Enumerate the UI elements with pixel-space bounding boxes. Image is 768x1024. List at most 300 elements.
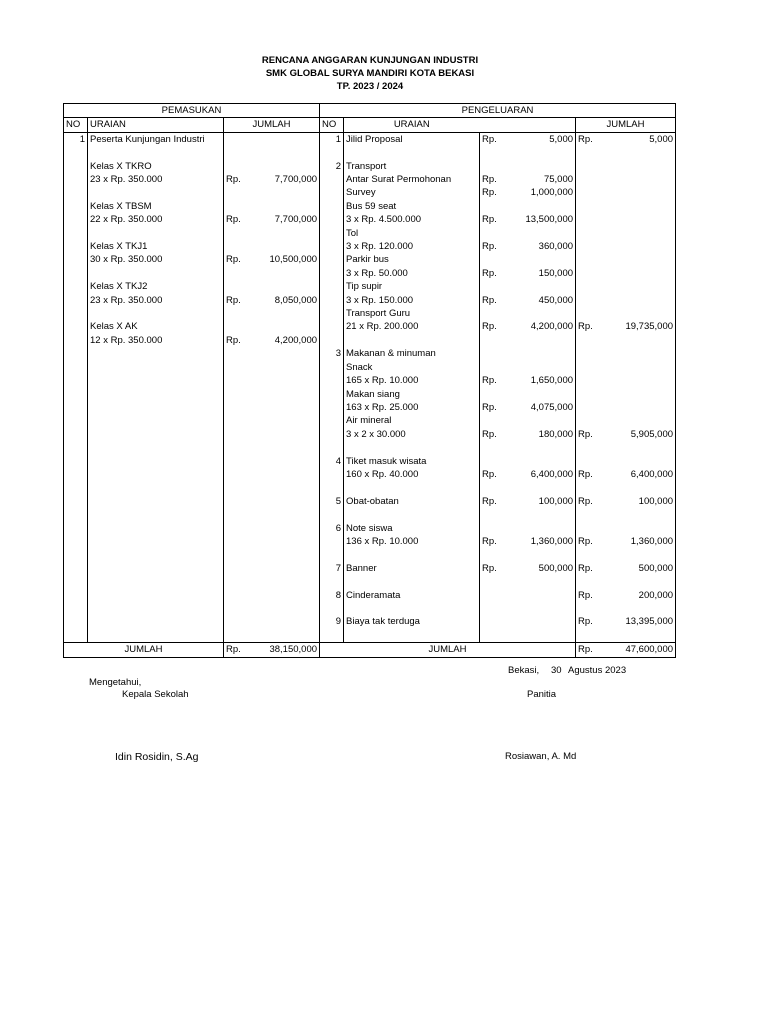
left-no-cell xyxy=(64,173,88,186)
right-uraian-cell: Antar Surat Permohonan xyxy=(344,173,480,186)
right-uraian-cell: Obat-obatan xyxy=(344,495,480,508)
right-jumlah-cell xyxy=(576,132,676,146)
left-uraian-cell: 23 x Rp. 350.000 xyxy=(88,294,224,307)
left-uraian-cell xyxy=(88,307,224,320)
total-cell-right xyxy=(576,643,676,657)
right-sub-cell xyxy=(480,132,576,146)
total-currency-left: Rp. xyxy=(226,644,241,656)
right-no-cell xyxy=(320,535,344,548)
left-uraian-cell xyxy=(88,589,224,602)
left-uraian-cell xyxy=(88,575,224,588)
right-no-cell: 7 xyxy=(320,562,344,575)
right-jumlah-cell xyxy=(576,186,676,199)
right-no-cell xyxy=(320,548,344,561)
right-no-cell xyxy=(320,414,344,427)
totals-row xyxy=(64,643,676,657)
left-no-cell xyxy=(64,535,88,548)
currency-label: Rp. xyxy=(482,428,497,440)
right-uraian-cell xyxy=(344,334,480,347)
left-jumlah-cell xyxy=(224,495,320,508)
right-sub-cell xyxy=(480,280,576,293)
right-no-cell xyxy=(320,401,344,414)
currency-label: Rp. xyxy=(578,468,593,480)
right-jumlah-cell xyxy=(576,414,676,427)
budget-row xyxy=(64,307,676,320)
right-jumlah-cell xyxy=(576,267,676,280)
left-no-cell xyxy=(64,562,88,575)
amount-value: 1,000,000 xyxy=(530,187,574,199)
left-uraian-cell xyxy=(88,615,224,628)
right-sub-cell xyxy=(480,575,576,588)
currency-label: Rp. xyxy=(226,214,241,226)
pemasukan-header: PEMASUKAN xyxy=(64,104,320,118)
left-uraian-cell xyxy=(88,428,224,441)
right-uraian-cell: 165 x Rp. 10.000 xyxy=(344,374,480,387)
amount-value: 8,050,000 xyxy=(274,294,318,306)
right-no-cell xyxy=(320,253,344,266)
left-jumlah-cell xyxy=(224,320,320,333)
right-no-cell xyxy=(320,320,344,333)
left-no-cell xyxy=(64,548,88,561)
right-uraian-cell: Makanan & minuman xyxy=(344,347,480,360)
right-no-cell xyxy=(320,575,344,588)
right-sub-cell xyxy=(480,173,576,186)
right-uraian-cell: 3 x Rp. 150.000 xyxy=(344,294,480,307)
currency-label: Rp. xyxy=(578,428,593,440)
budget-row xyxy=(64,575,676,588)
amount-value: 19,735,000 xyxy=(625,321,674,333)
right-sub-cell xyxy=(480,200,576,213)
right-no-cell xyxy=(320,508,344,521)
left-no-cell xyxy=(64,267,88,280)
right-no-cell xyxy=(320,481,344,494)
amount-value: 75,000 xyxy=(543,174,574,186)
right-no-cell xyxy=(320,213,344,226)
date-day: 30 xyxy=(551,665,562,676)
budget-row xyxy=(64,320,676,333)
left-jumlah-cell xyxy=(224,160,320,173)
right-sub-cell xyxy=(480,562,576,575)
budget-row xyxy=(64,495,676,508)
amount-value: 6,400,000 xyxy=(630,468,674,480)
right-uraian-cell: 160 x Rp. 40.000 xyxy=(344,468,480,481)
right-no-cell: 2 xyxy=(320,160,344,173)
right-uraian-cell: Tiket masuk wisata xyxy=(344,455,480,468)
total-label-left: JUMLAH xyxy=(64,643,224,657)
right-uraian-cell: Parkir bus xyxy=(344,253,480,266)
budget-row xyxy=(64,508,676,521)
left-uraian-cell xyxy=(88,441,224,454)
left-no-cell xyxy=(64,522,88,535)
currency-label: Rp. xyxy=(482,321,497,333)
right-no-cell xyxy=(320,307,344,320)
amount-value: 200,000 xyxy=(638,589,674,601)
right-no-cell xyxy=(320,227,344,240)
right-uraian-cell: Cinderamata xyxy=(344,589,480,602)
left-no-cell xyxy=(64,575,88,588)
left-jumlah-cell xyxy=(224,388,320,401)
amount-value: 1,650,000 xyxy=(530,375,574,387)
right-jumlah-cell xyxy=(576,280,676,293)
amount-value: 500,000 xyxy=(638,562,674,574)
left-no-cell xyxy=(64,240,88,253)
right-no-cell xyxy=(320,388,344,401)
currency-label: Rp. xyxy=(226,174,241,186)
right-no-cell xyxy=(320,280,344,293)
right-jumlah-cell xyxy=(576,495,676,508)
left-no-cell xyxy=(64,428,88,441)
currency-label: Rp. xyxy=(482,468,497,480)
left-no-cell xyxy=(64,334,88,347)
right-uraian-cell: Tip supir xyxy=(344,280,480,293)
right-uraian-cell xyxy=(344,441,480,454)
right-jumlah-cell xyxy=(576,347,676,360)
left-uraian-cell xyxy=(88,388,224,401)
budget-row xyxy=(64,522,676,535)
currency-label: Rp. xyxy=(578,321,593,333)
budget-row xyxy=(64,468,676,481)
right-uraian-cell: 3 x Rp. 50.000 xyxy=(344,267,480,280)
right-no-cell xyxy=(320,200,344,213)
budget-row xyxy=(64,280,676,293)
left-uraian-cell xyxy=(88,374,224,387)
kepala-sekolah-label: Kepala Sekolah xyxy=(122,689,189,700)
right-uraian-cell: Transport xyxy=(344,160,480,173)
left-jumlah-cell xyxy=(224,132,320,146)
budget-row xyxy=(64,401,676,414)
right-jumlah-cell xyxy=(576,294,676,307)
right-no-cell xyxy=(320,240,344,253)
left-jumlah-cell xyxy=(224,522,320,535)
right-no-cell xyxy=(320,441,344,454)
budget-row xyxy=(64,562,676,575)
right-uraian-cell: Makan siang xyxy=(344,388,480,401)
currency-label: Rp. xyxy=(578,535,593,547)
left-jumlah-cell xyxy=(224,186,320,199)
currency-label: Rp. xyxy=(482,562,497,574)
right-jumlah-cell xyxy=(576,548,676,561)
left-no-cell xyxy=(64,455,88,468)
left-jumlah-cell xyxy=(224,629,320,643)
amount-value: 150,000 xyxy=(538,267,574,279)
amount-value: 100,000 xyxy=(638,495,674,507)
left-no-cell xyxy=(64,200,88,213)
budget-table xyxy=(63,103,676,658)
left-no-cell xyxy=(64,468,88,481)
budget-row xyxy=(64,186,676,199)
currency-label: Rp. xyxy=(578,133,593,145)
right-jumlah-cell xyxy=(576,575,676,588)
left-jumlah-cell xyxy=(224,428,320,441)
left-jumlah-cell xyxy=(224,240,320,253)
left-no-cell xyxy=(64,320,88,333)
right-uraian-cell: Note siswa xyxy=(344,522,480,535)
pengeluaran-header: PENGELUARAN xyxy=(320,104,676,118)
currency-label: Rp. xyxy=(482,375,497,387)
left-uraian-cell xyxy=(88,495,224,508)
left-jumlah-cell xyxy=(224,441,320,454)
left-uraian-cell xyxy=(88,562,224,575)
amount-value: 450,000 xyxy=(538,294,574,306)
left-jumlah-cell xyxy=(224,401,320,414)
right-sub-cell xyxy=(480,361,576,374)
left-jumlah-cell xyxy=(224,347,320,360)
left-no-cell xyxy=(64,388,88,401)
right-jumlah-cell xyxy=(576,589,676,602)
right-no-cell: 9 xyxy=(320,615,344,628)
left-jumlah-cell xyxy=(224,468,320,481)
col-uraian-left: URAIAN xyxy=(88,118,224,132)
right-sub-cell xyxy=(480,374,576,387)
signatory-left: Idin Rosidin, S.Ag xyxy=(115,751,199,763)
left-no-cell: 1 xyxy=(64,132,88,146)
left-jumlah-cell xyxy=(224,253,320,266)
left-uraian-cell: 22 x Rp. 350.000 xyxy=(88,213,224,226)
right-no-cell xyxy=(320,267,344,280)
left-jumlah-cell xyxy=(224,361,320,374)
left-no-cell xyxy=(64,401,88,414)
right-no-cell xyxy=(320,374,344,387)
left-uraian-cell: Kelas X TKRO xyxy=(88,160,224,173)
right-jumlah-cell xyxy=(576,602,676,615)
budget-row xyxy=(64,173,676,186)
left-uraian-cell xyxy=(88,629,224,643)
left-uraian-cell xyxy=(88,535,224,548)
amount-value: 6,400,000 xyxy=(530,468,574,480)
left-jumlah-cell xyxy=(224,615,320,628)
right-no-cell xyxy=(320,146,344,159)
left-uraian-cell: 30 x Rp. 350.000 xyxy=(88,253,224,266)
right-no-cell: 1 xyxy=(320,132,344,146)
right-sub-cell xyxy=(480,334,576,347)
total-label-right: JUMLAH xyxy=(320,643,576,657)
budget-row xyxy=(64,388,676,401)
budget-row xyxy=(64,200,676,213)
left-no-cell xyxy=(64,280,88,293)
right-uraian-cell xyxy=(344,629,480,643)
doc-title-line1: RENCANA ANGGARAN KUNJUNGAN INDUSTRI xyxy=(261,55,479,66)
left-jumlah-cell xyxy=(224,267,320,280)
left-jumlah-cell xyxy=(224,589,320,602)
left-uraian-cell xyxy=(88,361,224,374)
right-jumlah-cell xyxy=(576,227,676,240)
mengetahui-label: Mengetahui, xyxy=(89,677,142,688)
left-jumlah-cell xyxy=(224,173,320,186)
left-uraian-cell xyxy=(88,455,224,468)
budget-row xyxy=(64,361,676,374)
currency-label: Rp. xyxy=(482,267,497,279)
budget-row xyxy=(64,240,676,253)
right-sub-cell xyxy=(480,294,576,307)
right-uraian-cell: 163 x Rp. 25.000 xyxy=(344,401,480,414)
date-month-year: Agustus 2023 xyxy=(568,665,627,676)
right-sub-cell xyxy=(480,481,576,494)
total-cell-left xyxy=(224,643,320,657)
left-uraian-cell xyxy=(88,548,224,561)
amount-value: 500,000 xyxy=(538,562,574,574)
col-no-right: NO xyxy=(320,118,344,132)
left-no-cell xyxy=(64,146,88,159)
amount-value: 100,000 xyxy=(538,495,574,507)
left-jumlah-cell xyxy=(224,535,320,548)
place-label: Bekasi, xyxy=(508,665,540,676)
right-jumlah-cell xyxy=(576,388,676,401)
budget-row xyxy=(64,132,676,146)
right-no-cell xyxy=(320,428,344,441)
left-no-cell xyxy=(64,414,88,427)
left-jumlah-cell xyxy=(224,508,320,521)
amount-value: 13,500,000 xyxy=(525,214,574,226)
left-no-cell xyxy=(64,227,88,240)
right-uraian-cell: 136 x Rp. 10.000 xyxy=(344,535,480,548)
left-jumlah-cell xyxy=(224,602,320,615)
right-jumlah-cell xyxy=(576,173,676,186)
currency-label: Rp. xyxy=(226,294,241,306)
left-no-cell xyxy=(64,294,88,307)
left-uraian-cell: Kelas X TBSM xyxy=(88,200,224,213)
signatory-right: Rosiawan, A. Md xyxy=(505,751,577,762)
right-uraian-cell: 3 x Rp. 4.500.000 xyxy=(344,213,480,226)
right-no-cell: 8 xyxy=(320,589,344,602)
left-jumlah-cell xyxy=(224,213,320,226)
left-jumlah-cell xyxy=(224,562,320,575)
right-uraian-cell: Air mineral xyxy=(344,414,480,427)
currency-label: Rp. xyxy=(482,401,497,413)
left-uraian-cell xyxy=(88,522,224,535)
left-uraian-cell: Kelas X AK xyxy=(88,320,224,333)
budget-row xyxy=(64,267,676,280)
col-no-left: NO xyxy=(64,118,88,132)
right-no-cell: 4 xyxy=(320,455,344,468)
left-no-cell xyxy=(64,253,88,266)
right-no-cell xyxy=(320,361,344,374)
budget-row xyxy=(64,428,676,441)
amount-value: 4,200,000 xyxy=(530,321,574,333)
doc-title-line2: SMK GLOBAL SURYA MANDIRI KOTA BEKASI xyxy=(265,68,475,79)
right-jumlah-cell xyxy=(576,253,676,266)
left-jumlah-cell xyxy=(224,334,320,347)
left-uraian-cell: 23 x Rp. 350.000 xyxy=(88,173,224,186)
left-uraian-cell xyxy=(88,267,224,280)
right-sub-cell xyxy=(480,615,576,628)
amount-value: 180,000 xyxy=(538,428,574,440)
col-uraian-right: URAIAN xyxy=(344,118,480,132)
right-jumlah-cell xyxy=(576,522,676,535)
amount-value: 4,200,000 xyxy=(274,334,318,346)
right-uraian-cell: 3 x Rp. 120.000 xyxy=(344,240,480,253)
right-no-cell: 6 xyxy=(320,522,344,535)
right-sub-cell xyxy=(480,468,576,481)
right-jumlah-cell xyxy=(576,401,676,414)
right-sub-cell xyxy=(480,213,576,226)
amount-value: 7,700,000 xyxy=(274,214,318,226)
right-sub-cell xyxy=(480,401,576,414)
amount-value: 5,000 xyxy=(649,133,674,145)
right-uraian-cell: 21 x Rp. 200.000 xyxy=(344,320,480,333)
currency-label: Rp. xyxy=(578,495,593,507)
right-jumlah-cell xyxy=(576,562,676,575)
currency-label: Rp. xyxy=(482,214,497,226)
amount-value: 5,000 xyxy=(549,133,574,145)
col-jumlah-left: JUMLAH xyxy=(224,118,320,132)
currency-label: Rp. xyxy=(482,187,497,199)
left-jumlah-cell xyxy=(224,548,320,561)
left-no-cell xyxy=(64,589,88,602)
right-sub-cell xyxy=(480,441,576,454)
right-uraian-cell xyxy=(344,481,480,494)
right-uraian-cell: Snack xyxy=(344,361,480,374)
left-uraian-cell xyxy=(88,227,224,240)
right-no-cell xyxy=(320,468,344,481)
right-uraian-cell: Bus 59 seat xyxy=(344,200,480,213)
right-jumlah-cell xyxy=(576,441,676,454)
right-jumlah-cell xyxy=(576,468,676,481)
left-jumlah-cell xyxy=(224,414,320,427)
right-sub-cell xyxy=(480,388,576,401)
budget-row xyxy=(64,481,676,494)
budget-row xyxy=(64,294,676,307)
budget-row xyxy=(64,227,676,240)
right-sub-cell xyxy=(480,267,576,280)
right-uraian-cell: Banner xyxy=(344,562,480,575)
section-header-row xyxy=(64,104,676,118)
left-no-cell xyxy=(64,629,88,643)
currency-label: Rp. xyxy=(578,562,593,574)
amount-value: 5,905,000 xyxy=(630,428,674,440)
left-jumlah-cell xyxy=(224,575,320,588)
right-uraian-cell: Jilid Proposal xyxy=(344,132,480,146)
right-uraian-cell: Tol xyxy=(344,227,480,240)
right-jumlah-cell xyxy=(576,535,676,548)
right-jumlah-cell xyxy=(576,481,676,494)
right-sub-cell xyxy=(480,455,576,468)
right-sub-cell xyxy=(480,589,576,602)
right-sub-cell xyxy=(480,240,576,253)
right-jumlah-cell xyxy=(576,160,676,173)
budget-rows xyxy=(64,132,676,642)
budget-row xyxy=(64,146,676,159)
right-uraian-cell xyxy=(344,146,480,159)
right-jumlah-cell xyxy=(576,361,676,374)
right-no-cell xyxy=(320,186,344,199)
budget-row xyxy=(64,374,676,387)
left-jumlah-cell xyxy=(224,200,320,213)
budget-row xyxy=(64,347,676,360)
currency-label: Rp. xyxy=(226,254,241,266)
panitia-label: Panitia xyxy=(527,689,557,700)
left-no-cell xyxy=(64,481,88,494)
right-sub-cell xyxy=(480,227,576,240)
budget-row xyxy=(64,535,676,548)
budget-row xyxy=(64,589,676,602)
currency-label: Rp. xyxy=(226,334,241,346)
right-sub-cell xyxy=(480,253,576,266)
right-sub-cell xyxy=(480,535,576,548)
right-sub-cell xyxy=(480,347,576,360)
right-sub-cell xyxy=(480,508,576,521)
left-jumlah-cell xyxy=(224,481,320,494)
total-value-right: 47,600,000 xyxy=(625,644,674,656)
budget-row xyxy=(64,629,676,643)
budget-row xyxy=(64,160,676,173)
amount-value: 7,700,000 xyxy=(274,174,318,186)
left-jumlah-cell xyxy=(224,227,320,240)
left-uraian-cell xyxy=(88,347,224,360)
right-uraian-cell xyxy=(344,548,480,561)
right-no-cell xyxy=(320,629,344,643)
currency-label: Rp. xyxy=(578,589,593,601)
left-jumlah-cell xyxy=(224,294,320,307)
